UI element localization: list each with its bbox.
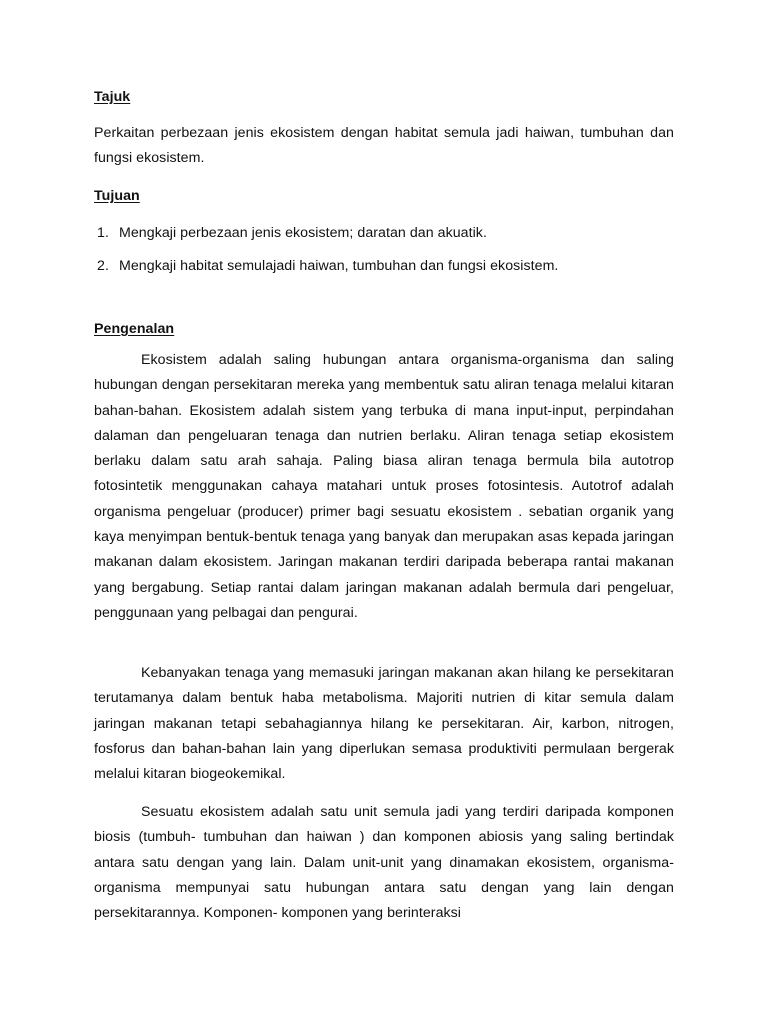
pengenalan-paragraph-3: Sesuatu ekosistem adalah satu unit semula jadi yang terdiri daripada komponen biosis (tumbuh- tumbuhan dan haiwan ) dan komponen abiosis yang saling bertindak antara satu dengan yang lain. Dalam unit-unit yang dinamakan ekosistem, organisma-organisma mempunyai satu hubungan antara satu dengan yang lain dengan persekitarannya. Komponen- komponen yang berinteraksi [94,804,674,922]
tajuk-text: Perkaitan perbezaan jenis ekosistem dengan habitat semula jadi haiwan, tumbuhan dan fungsi ekosistem. [94,125,674,167]
list-item-text: Mengkaji perbezaan jenis ekosistem; daratan dan akuatik. [119,225,487,241]
list-item-number: 1. [97,225,109,241]
heading-tujuan: Tujuan [94,188,140,204]
heading-tajuk: Tajuk [94,89,131,105]
list-item-number: 2. [97,258,109,274]
list-item-text: Mengkaji habitat semulajadi haiwan, tumbuhan dan fungsi ekosistem. [119,258,559,274]
pengenalan-paragraph-2: Kebanyakan tenaga yang memasuki jaringan makanan akan hilang ke persekitaran terutamanya dalam bentuk haba metabolisma. Majoriti nutrien di kitar semula dalam jaringan makanan tetapi sebahagiannya hilang ke persekitaran. Air, karbon, nitrogen, fosforus dan bahan-bahan lain yang diperlukan semasa produktiviti permulaan bergerak melalui kitaran biogeokemikal. [94,665,674,783]
heading-pengenalan: Pengenalan [94,321,175,337]
tujuan-list-item [97,224,558,242]
tujuan-list-item [97,257,558,275]
pengenalan-paragraph-1: Ekosistem adalah saling hubungan antara organisma-organisma dan saling hubungan dengan persekitaran mereka yang membentuk satu aliran tenaga melalui kitaran bahan-bahan. Ekosistem adalah sistem yang terbuka di mana input-input, perpindahan dalaman dan pengeluaran tenaga dan nutrien berlaku. Aliran tenaga setiap ekosistem berlaku dalam satu arah sahaja. Paling biasa aliran tenaga bermula bila autotrop fotosintetik menggunakan cahaya matahari untuk proses fotosintesis. Autotrof adalah organisma pengeluar (producer) primer bagi sesuatu ekosistem . sebatian organik yang kaya menyimpan bentuk-bentuk tenaga yang banyak dan merupakan asas kepada jaringan makanan dalam ekosistem. Jaringan makanan terdiri daripada beberapa rantai makanan yang bergabung. Setiap rantai dalam jaringan makanan adalah bermula dari pengeluar, penggunaan yang pelbagai dan pengurai. [94,352,674,621]
tujuan-list [97,224,558,275]
